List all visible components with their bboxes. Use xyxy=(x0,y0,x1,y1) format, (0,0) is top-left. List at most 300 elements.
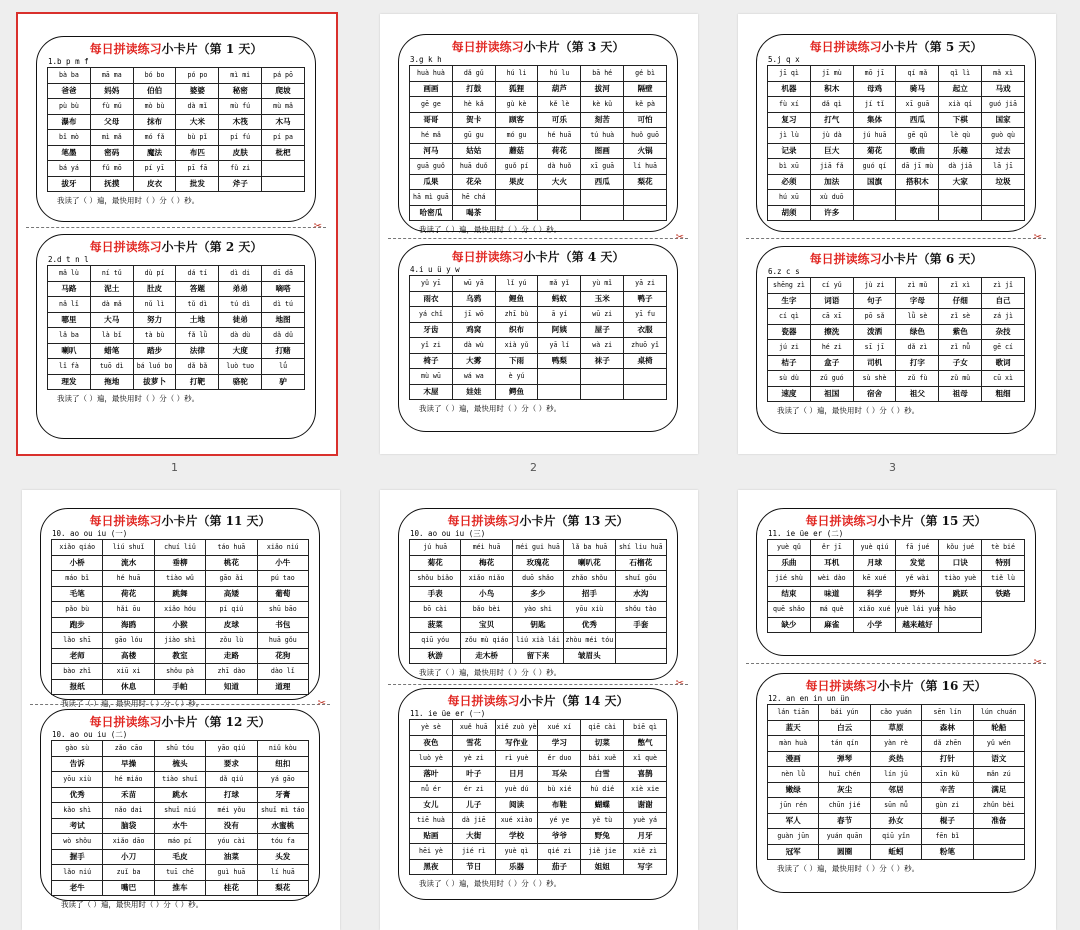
pinyin-cell: xuě huā xyxy=(452,720,495,736)
hanzi-cell: 雪花 xyxy=(452,735,495,751)
hanzi-cell: 果皮 xyxy=(495,174,538,190)
hanzi-row xyxy=(48,83,305,99)
document-page-2[interactable] xyxy=(380,14,698,454)
hanzi-row xyxy=(52,818,309,834)
pinyin-row xyxy=(768,602,1025,618)
pinyin-cell: cí yǔ xyxy=(810,278,853,294)
pinyin-cell: sī jī xyxy=(853,340,896,356)
hanzi-row xyxy=(48,374,305,390)
hanzi-cell: 国旗 xyxy=(853,174,896,190)
pinyin-cell: zǔ fù xyxy=(896,371,939,387)
hanzi-cell: 梳头 xyxy=(154,756,205,772)
hanzi-cell: 招手 xyxy=(564,586,615,602)
document-page-5[interactable] xyxy=(380,490,698,930)
card-title: 每日拼读练习小卡片（第 2 天） xyxy=(89,240,263,254)
hanzi-cell: 胡须 xyxy=(768,205,811,221)
hanzi-cell: 桃花 xyxy=(206,555,257,571)
pinyin-cell: xiǎo qiáo xyxy=(52,540,103,556)
pinyin-cell: dā jī mù xyxy=(896,159,939,175)
pinyin-grid xyxy=(51,539,309,695)
hanzi-cell xyxy=(973,844,1024,860)
hanzi-cell: 机器 xyxy=(768,81,811,97)
flashcard xyxy=(36,234,316,439)
pinyin-cell: guò qù xyxy=(982,128,1025,144)
hanzi-row xyxy=(410,143,667,159)
pinyin-cell: ā yí xyxy=(538,307,581,323)
pinyin-cell: zhǎo shǒu xyxy=(564,571,615,587)
hanzi-cell: 打鼓 xyxy=(452,81,495,97)
hanzi-row xyxy=(768,782,1025,798)
pinyin-cell: wò shǒu xyxy=(52,834,103,850)
pinyin-row xyxy=(768,159,1025,175)
pinyin-grid xyxy=(409,65,667,221)
hanzi-cell: 布鞋 xyxy=(538,797,581,813)
pinyin-cell: yōu xiù xyxy=(564,602,615,618)
pinyin-cell: shuǐ niú xyxy=(154,803,205,819)
hanzi-cell: 夜色 xyxy=(410,735,453,751)
pinyin-cell: méi yǒu xyxy=(206,803,257,819)
hanzi-row xyxy=(410,205,667,221)
pinyin-cell: xiè xie xyxy=(624,782,667,798)
hanzi-cell: 海鸥 xyxy=(103,617,154,633)
pinyin-cell: zǐ xì xyxy=(939,278,982,294)
pinyin-cell: fǔ zi xyxy=(219,161,262,177)
pinyin-cell: shēng zì xyxy=(768,278,811,294)
hanzi-cell: 紫色 xyxy=(939,324,982,340)
pinyin-cell: dī dā xyxy=(262,266,305,282)
hanzi-cell: 大街 xyxy=(452,828,495,844)
card-title: 每日拼读练习小卡片（第 13 天） xyxy=(447,514,629,528)
hanzi-row xyxy=(768,355,1025,371)
pinyin-cell: méi gui huā xyxy=(512,540,563,556)
card-subtitle: 12. an en in un ün xyxy=(768,694,850,703)
flashcard xyxy=(40,508,320,708)
pinyin-cell: yōu xiù xyxy=(52,772,103,788)
pinyin-cell: gē qǔ xyxy=(896,128,939,144)
hanzi-cell xyxy=(538,205,581,221)
hanzi-cell: 老牛 xyxy=(52,880,103,896)
hanzi-cell: 速度 xyxy=(768,386,811,402)
card-footer: 我读了（ ）遍，最快用时（ ）分（ ）秒。 xyxy=(419,879,562,888)
hanzi-cell: 打靶 xyxy=(176,374,219,390)
hanzi-cell: 牙齿 xyxy=(410,322,453,338)
hanzi-cell: 斧子 xyxy=(219,176,262,192)
pinyin-cell: tán qín xyxy=(819,736,870,752)
hanzi-cell: 油菜 xyxy=(206,849,257,865)
hanzi-cell: 集体 xyxy=(853,112,896,128)
hanzi-cell: 积木 xyxy=(810,81,853,97)
hanzi-row xyxy=(52,787,309,803)
pinyin-cell: huā gǒu xyxy=(257,633,308,649)
pinyin-cell xyxy=(624,190,667,206)
pinyin-row xyxy=(768,190,1025,206)
hanzi-cell: 麻雀 xyxy=(810,617,853,633)
hanzi-cell: 叶子 xyxy=(452,766,495,782)
hanzi-cell: 学校 xyxy=(495,828,538,844)
pinyin-cell: wū yā xyxy=(452,276,495,292)
pinyin-cell: yǔ yī xyxy=(410,276,453,292)
pinyin-cell: jí tǐ xyxy=(853,97,896,113)
hanzi-cell: 满足 xyxy=(973,782,1024,798)
hanzi-cell: 蚯蚓 xyxy=(870,844,921,860)
pinyin-cell: yè zi xyxy=(452,751,495,767)
pinyin-cell xyxy=(495,190,538,206)
hanzi-cell: 嘴巴 xyxy=(103,880,154,896)
pinyin-cell: tiào yuè xyxy=(939,571,982,587)
pinyin-cell: lǐ yú xyxy=(495,276,538,292)
pinyin-cell: gū gu xyxy=(452,128,495,144)
hanzi-row xyxy=(410,384,667,400)
pinyin-cell: xià yǔ xyxy=(495,338,538,354)
pinyin-cell xyxy=(853,190,896,206)
card-subtitle: 4.i u ü y w xyxy=(410,265,460,274)
hanzi-cell: 毛笔 xyxy=(52,586,103,602)
hanzi-cell: 推车 xyxy=(154,880,205,896)
hanzi-cell: 梅花 xyxy=(461,555,512,571)
pinyin-cell: lā jī xyxy=(982,159,1025,175)
hanzi-cell: 知道 xyxy=(206,679,257,695)
pinyin-cell: lǎ ba xyxy=(48,328,91,344)
card-subtitle: 1.b p m f xyxy=(48,57,89,66)
pinyin-cell: là bǐ xyxy=(90,328,133,344)
hanzi-cell: 答题 xyxy=(176,281,219,297)
hanzi-cell: 手套 xyxy=(615,617,666,633)
hanzi-cell: 骑马 xyxy=(896,81,939,97)
hanzi-cell: 打球 xyxy=(206,787,257,803)
hanzi-cell: 教室 xyxy=(154,648,205,664)
hanzi-cell: 水蜜桃 xyxy=(257,818,308,834)
hanzi-row xyxy=(410,617,667,633)
pinyin-cell: hé huā xyxy=(103,571,154,587)
pinyin-cell: shū tóu xyxy=(154,741,205,757)
pinyin-cell xyxy=(615,633,666,649)
hanzi-row xyxy=(410,555,667,571)
pinyin-cell: bì xū xyxy=(768,159,811,175)
pinyin-cell: dǎ gǔ xyxy=(452,66,495,82)
pinyin-cell: tǔ dì xyxy=(176,297,219,313)
pinyin-cell: fǎ lǜ xyxy=(176,328,219,344)
cut-line xyxy=(388,678,688,689)
pinyin-cell: nǔ lì xyxy=(133,297,176,313)
hanzi-cell: 刻苦 xyxy=(581,112,624,128)
pinyin-cell: kě lè xyxy=(538,97,581,113)
pinyin-cell: dà jiē xyxy=(452,813,495,829)
flashcard xyxy=(398,508,678,680)
flashcard xyxy=(398,688,678,900)
pinyin-cell xyxy=(581,190,624,206)
hanzi-row xyxy=(410,766,667,782)
hanzi-cell: 骆驼 xyxy=(219,374,262,390)
hanzi-cell: 茄子 xyxy=(538,859,581,875)
hanzi-row xyxy=(410,291,667,307)
pinyin-grid xyxy=(409,539,667,664)
hanzi-cell: 木筏 xyxy=(219,114,262,130)
pinyin-cell: jù zi xyxy=(853,278,896,294)
pinyin-cell: pō sǎ xyxy=(853,309,896,325)
pinyin-cell: huà huà xyxy=(410,66,453,82)
hanzi-cell: 留下来 xyxy=(512,648,563,664)
hanzi-cell: 爷爷 xyxy=(538,828,581,844)
pinyin-cell: gāo ǎi xyxy=(206,571,257,587)
hanzi-cell: 嫩绿 xyxy=(768,782,819,798)
card-footer: 我读了（ ）遍，最快用时（ ）分（ ）秒。 xyxy=(419,225,562,234)
hanzi-cell: 孙女 xyxy=(870,813,921,829)
pinyin-cell: tuī chē xyxy=(154,865,205,881)
flashcard xyxy=(40,709,320,909)
pinyin-cell: tè bié xyxy=(982,540,1025,556)
hanzi-cell: 走木桥 xyxy=(461,648,512,664)
hanzi-cell: 屋子 xyxy=(581,322,624,338)
pinyin-grid xyxy=(51,740,309,896)
pinyin-row xyxy=(768,736,1025,752)
pinyin-cell: xiǎo dāo xyxy=(103,834,154,850)
hanzi-cell: 歌词 xyxy=(982,355,1025,371)
hanzi-cell: 菠菜 xyxy=(410,617,461,633)
hanzi-cell xyxy=(939,617,982,633)
pinyin-cell: dà dù xyxy=(219,328,262,344)
pinyin-cell: jú huā xyxy=(410,540,461,556)
pinyin-row xyxy=(48,266,305,282)
hanzi-cell: 西瓜 xyxy=(581,174,624,190)
hanzi-row xyxy=(48,312,305,328)
pinyin-row xyxy=(410,782,667,798)
card-footer: 我读了（ ）遍，最快用时（ ）分（ ）秒。 xyxy=(777,864,920,873)
hanzi-cell: 切菜 xyxy=(581,735,624,751)
hanzi-cell: 娃娃 xyxy=(452,384,495,400)
card-subtitle: 5.j q x xyxy=(768,55,800,64)
hanzi-cell: 纽扣 xyxy=(257,756,308,772)
hanzi-cell: 荷花 xyxy=(103,586,154,602)
pinyin-cell: liú xià lái xyxy=(512,633,563,649)
pinyin-cell: xiǎo hóu xyxy=(154,602,205,618)
pinyin-cell: xiǎo niǎo xyxy=(461,571,512,587)
hanzi-cell: 蘑菇 xyxy=(495,143,538,159)
hanzi-cell xyxy=(624,384,667,400)
pinyin-cell: máo bǐ xyxy=(52,571,103,587)
hanzi-cell: 仔细 xyxy=(939,293,982,309)
hanzi-cell: 禾苗 xyxy=(103,787,154,803)
hanzi-cell: 节日 xyxy=(452,859,495,875)
card-subtitle: 6.z c s xyxy=(768,267,800,276)
pinyin-cell: yī fu xyxy=(624,307,667,323)
pinyin-cell: jī qì xyxy=(768,66,811,82)
pinyin-cell: xī guā xyxy=(581,159,624,175)
pinyin-row xyxy=(410,97,667,113)
pinyin-row xyxy=(410,66,667,82)
pinyin-row xyxy=(768,829,1025,845)
pinyin-cell: pó po xyxy=(176,68,219,84)
pinyin-cell: pù bù xyxy=(48,99,91,115)
hanzi-row xyxy=(48,176,305,192)
hanzi-row xyxy=(768,293,1025,309)
pinyin-cell: gāo lóu xyxy=(103,633,154,649)
pinyin-cell: yá chǐ xyxy=(410,307,453,323)
pinyin-cell: è yú xyxy=(495,369,538,385)
pinyin-cell: jù dà xyxy=(810,128,853,144)
pinyin-row xyxy=(410,540,667,556)
pinyin-cell: cā xī xyxy=(810,309,853,325)
pinyin-cell: dà jiā xyxy=(939,159,982,175)
pinyin-cell: jūn rén xyxy=(768,798,819,814)
card-footer: 我读了（ ）遍，最快用时（ ）分（ ）秒。 xyxy=(777,406,920,415)
pinyin-cell: xīn kǔ xyxy=(922,767,973,783)
document-page-3[interactable] xyxy=(738,14,1056,454)
hanzi-cell: 打针 xyxy=(922,751,973,767)
pinyin-cell: dà huǒ xyxy=(538,159,581,175)
hanzi-cell: 玫瑰花 xyxy=(512,555,563,571)
document-page-1[interactable] xyxy=(18,14,336,454)
pinyin-cell: qiū yǐn xyxy=(870,829,921,845)
hanzi-cell: 椅子 xyxy=(410,353,453,369)
hanzi-cell: 可乐 xyxy=(538,112,581,128)
hanzi-row xyxy=(48,114,305,130)
pinyin-row xyxy=(410,751,667,767)
hanzi-cell: 鸡窝 xyxy=(452,322,495,338)
pinyin-cell: tiē huà xyxy=(410,813,453,829)
pinyin-cell: dà mǎ xyxy=(90,297,133,313)
hanzi-cell: 贺卡 xyxy=(452,112,495,128)
pinyin-cell: xiǎo niú xyxy=(257,540,308,556)
hanzi-cell: 落叶 xyxy=(410,766,453,782)
hanzi-cell: 森林 xyxy=(922,720,973,736)
pinyin-row xyxy=(410,633,667,649)
pinyin-cell: jié rì xyxy=(452,844,495,860)
pinyin-cell: jú huā xyxy=(853,128,896,144)
pinyin-cell: mì mi xyxy=(219,68,262,84)
pinyin-cell: xiě zì xyxy=(624,844,667,860)
pinyin-row xyxy=(48,359,305,375)
hanzi-cell: 小猴 xyxy=(154,617,205,633)
card-footer: 我读了（ ）遍，最快用时（ ）分（ ）秒。 xyxy=(61,699,204,708)
hanzi-cell: 毛皮 xyxy=(154,849,205,865)
hanzi-cell: 学习 xyxy=(538,735,581,751)
pinyin-cell: qiē cài xyxy=(581,720,624,736)
card-footer: 我读了（ ）遍，最快用时（ ）分（ ）秒。 xyxy=(419,404,562,413)
hanzi-cell: 白雪 xyxy=(581,766,624,782)
pinyin-cell: jiā fǎ xyxy=(810,159,853,175)
pinyin-cell: dù pí xyxy=(133,266,176,282)
hanzi-cell: 宝贝 xyxy=(461,617,512,633)
pinyin-cell xyxy=(982,190,1025,206)
pinyin-row xyxy=(410,159,667,175)
pinyin-cell: táo huā xyxy=(206,540,257,556)
pinyin-cell: guā guǒ xyxy=(410,159,453,175)
hanzi-cell: 冠军 xyxy=(768,844,819,860)
pinyin-cell: bá luó bo xyxy=(133,359,176,375)
hanzi-cell: 辛苦 xyxy=(922,782,973,798)
hanzi-cell: 大雾 xyxy=(452,353,495,369)
hanzi-cell: 蓝天 xyxy=(768,720,819,736)
hanzi-cell: 梨花 xyxy=(257,880,308,896)
pinyin-cell: lǘ xyxy=(262,359,305,375)
hanzi-cell: 写作业 xyxy=(495,735,538,751)
pinyin-cell: xù duō xyxy=(810,190,853,206)
pinyin-cell: yuè lái yuè hǎo xyxy=(896,602,939,618)
pinyin-cell: hé miáo xyxy=(103,772,154,788)
pinyin-cell: dì tú xyxy=(262,297,305,313)
hanzi-cell: 盒子 xyxy=(810,355,853,371)
scissors-icon: ✂ xyxy=(1033,232,1042,243)
pinyin-cell: xué xiào xyxy=(495,813,538,829)
pinyin-cell: zǒu mù qiáo xyxy=(461,633,512,649)
pinyin-cell: liú shuǐ xyxy=(103,540,154,556)
hanzi-cell xyxy=(581,205,624,221)
hanzi-row xyxy=(410,353,667,369)
hanzi-cell: 密码 xyxy=(90,145,133,161)
hanzi-cell: 流水 xyxy=(103,555,154,571)
pinyin-cell: tú huà xyxy=(581,128,624,144)
hanzi-cell xyxy=(495,205,538,221)
hanzi-cell: 复习 xyxy=(768,112,811,128)
pinyin-cell: dǎ zhēn xyxy=(922,736,973,752)
hanzi-cell: 邻居 xyxy=(870,782,921,798)
pinyin-cell: yè sè xyxy=(410,720,453,736)
pinyin-row xyxy=(48,130,305,146)
pinyin-cell: hú li xyxy=(495,66,538,82)
pinyin-cell: lín jū xyxy=(870,767,921,783)
pinyin-cell: yuán quān xyxy=(819,829,870,845)
card-subtitle: 10. ao ou iu (二) xyxy=(52,730,128,739)
pinyin-cell: nǎo dai xyxy=(103,803,154,819)
document-page-4[interactable] xyxy=(22,490,340,930)
pinyin-cell: lán tiān xyxy=(768,705,819,721)
pinyin-cell: yào shi xyxy=(512,602,563,618)
pinyin-cell: dà mǐ xyxy=(176,99,219,115)
pinyin-row xyxy=(48,297,305,313)
flashcard xyxy=(756,34,1036,232)
hanzi-row xyxy=(52,679,309,695)
hanzi-cell: 老师 xyxy=(52,648,103,664)
pinyin-cell: mù wū xyxy=(410,369,453,385)
hanzi-cell: 蜡笔 xyxy=(90,343,133,359)
card-footer: 我读了（ ）遍，最快用时（ ）分（ ）秒。 xyxy=(57,394,200,403)
hanzi-row xyxy=(48,145,305,161)
hanzi-cell: 起立 xyxy=(939,81,982,97)
pinyin-cell: yàn rè xyxy=(870,736,921,752)
pinyin-cell: má què xyxy=(810,602,853,618)
pinyin-cell: nǚ ér xyxy=(410,782,453,798)
hanzi-cell: 手表 xyxy=(410,586,461,602)
hanzi-cell: 荷花 xyxy=(538,143,581,159)
hanzi-cell: 擦洗 xyxy=(810,324,853,340)
hanzi-cell: 黑夜 xyxy=(410,859,453,875)
hanzi-cell: 月牙 xyxy=(624,828,667,844)
pinyin-cell: wèi dào xyxy=(810,571,853,587)
hanzi-cell: 木屋 xyxy=(410,384,453,400)
card-title: 每日拼读练习小卡片（第 11 天） xyxy=(89,514,271,528)
pinyin-cell: chuí liǔ xyxy=(154,540,205,556)
card-title: 每日拼读练习小卡片（第 12 天） xyxy=(89,715,271,729)
pinyin-cell: ěr duo xyxy=(538,751,581,767)
card-title: 每日拼读练习小卡片（第 5 天） xyxy=(809,40,983,54)
pinyin-cell: guì huā xyxy=(206,865,257,881)
pinyin-cell xyxy=(896,190,939,206)
hanzi-cell: 河马 xyxy=(410,143,453,159)
pinyin-cell: dào lǐ xyxy=(257,664,308,680)
pinyin-cell: mǎn zú xyxy=(973,767,1024,783)
hanzi-cell xyxy=(538,384,581,400)
pinyin-cell: qiū yóu xyxy=(410,633,461,649)
pinyin-cell: pí yī xyxy=(133,161,176,177)
hanzi-cell: 大度 xyxy=(219,343,262,359)
hanzi-cell: 搭积木 xyxy=(896,174,939,190)
hanzi-cell: 没有 xyxy=(206,818,257,834)
hanzi-row xyxy=(52,555,309,571)
hanzi-cell: 织布 xyxy=(495,322,538,338)
hanzi-cell: 皮球 xyxy=(206,617,257,633)
hanzi-cell: 脑袋 xyxy=(103,818,154,834)
document-page-6[interactable] xyxy=(738,490,1056,930)
